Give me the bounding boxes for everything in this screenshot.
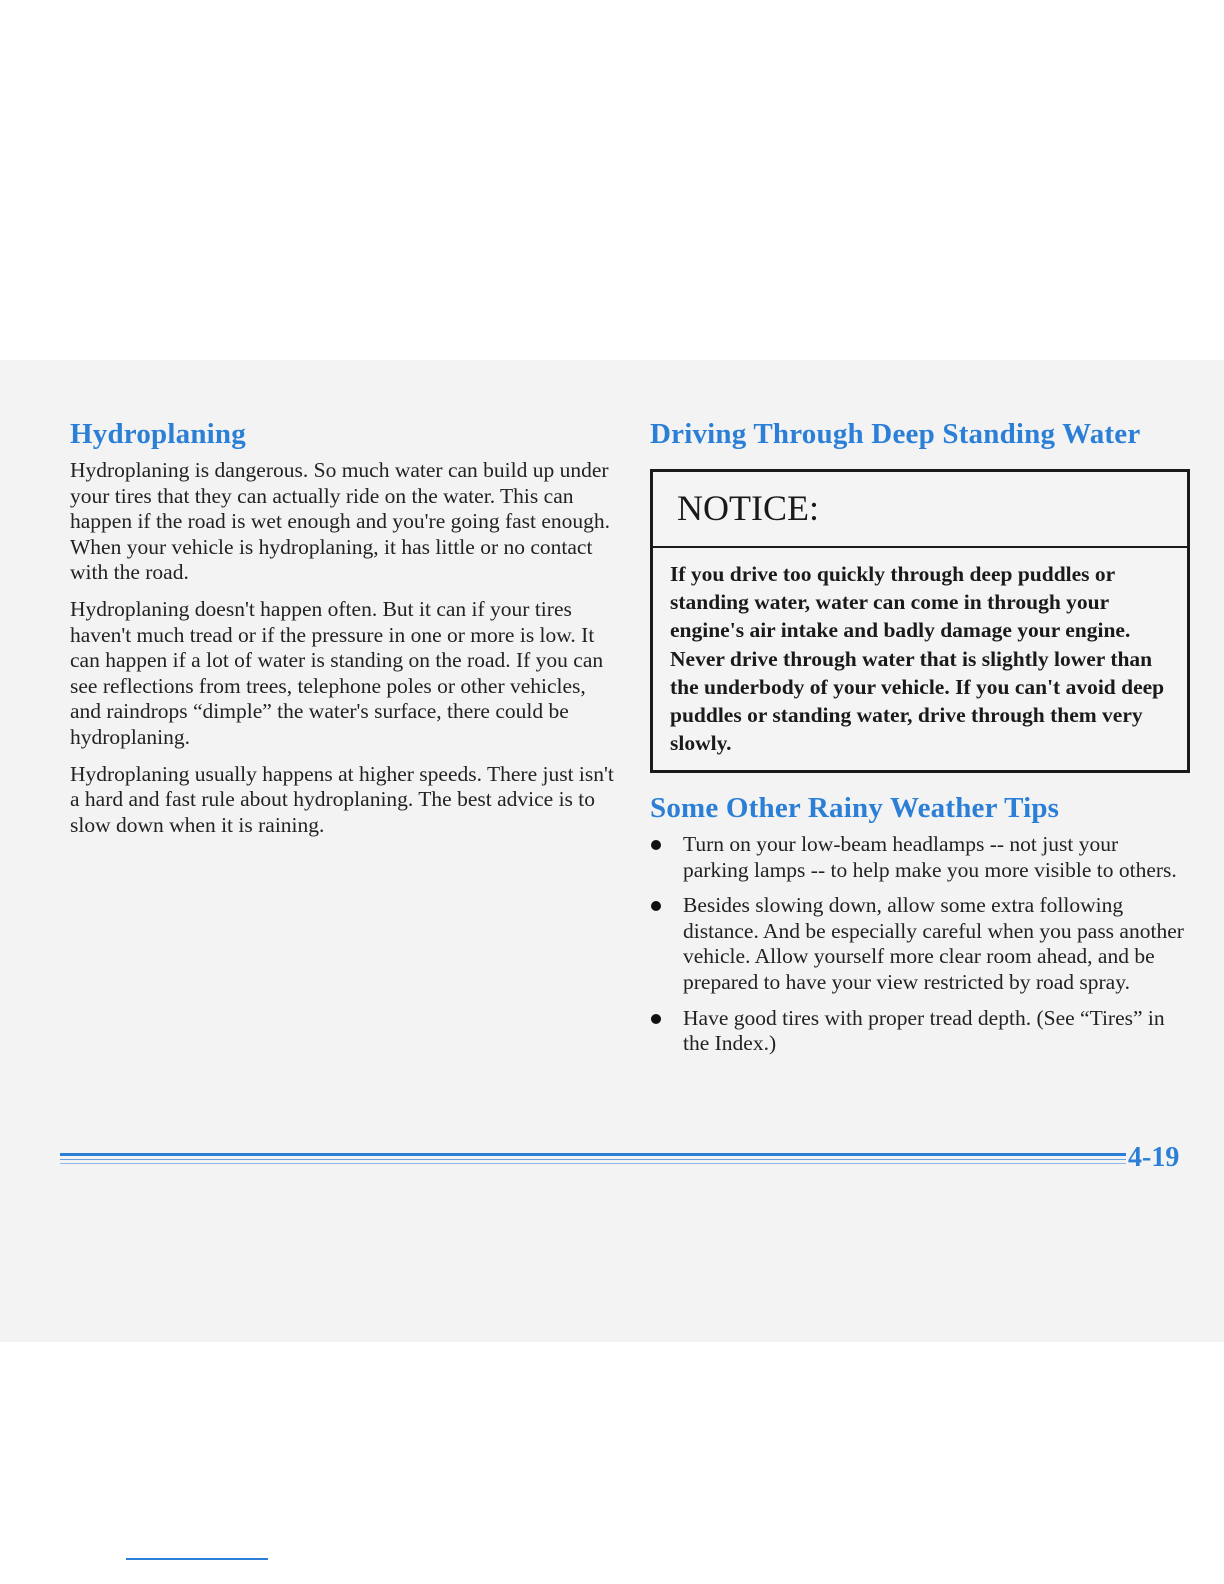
hydroplaning-heading: Hydroplaning xyxy=(70,418,246,450)
tip-item xyxy=(648,893,1188,995)
hydroplaning-paragraph-3: Hydroplaning usually happens at higher speeds. There just isn't a hard and fast rule about hydroplaning. The best advice is to slow down when it is raining. xyxy=(70,761,614,837)
bullet-icon xyxy=(651,901,661,911)
page-number: 4-19 xyxy=(1128,1142,1180,1173)
notice-title: NOTICE: xyxy=(653,472,1187,548)
tip-text: Turn on your low-beam headlamps -- not just your parking lamps -- to help make you more visible to others. xyxy=(683,832,1177,882)
notice-box xyxy=(650,469,1190,773)
bullet-icon xyxy=(651,1014,661,1024)
tip-item xyxy=(648,1006,1188,1057)
hydroplaning-paragraph-2: Hydroplaning doesn't happen often. But it can if your tires haven't much tread or if the pressure in one or more is low. It can happen if a lot of water is standing on the road. If you can see reflections from trees, telephone poles or other vehicles, and raindrops “dimple” the water's surface, there could be hydroplaning. xyxy=(70,596,604,749)
rainy-tips-heading: Some Other Rainy Weather Tips xyxy=(650,792,1060,824)
tip-text: Besides slowing down, allow some extra following distance. And be especially careful when you pass another vehicle. Allow yourself more clear room ahead, and be prepared to have your view restricted by road spray. xyxy=(683,893,1184,994)
footer-rule-line xyxy=(60,1163,1126,1164)
footer-rule-line xyxy=(60,1153,1126,1156)
rainy-tips-list xyxy=(648,832,1188,1067)
hydroplaning-paragraph-1: Hydroplaning is dangerous. So much water can build up under your tires that they can actually ride on the water. This can happen if the road is wet enough and you're going fast enough. When your vehicle is hydroplaning, it has little or no contact with the road. xyxy=(70,458,611,585)
deep-water-heading: Driving Through Deep Standing Water xyxy=(650,418,1141,450)
footer-rule xyxy=(60,1148,1126,1178)
tip-text: Have good tires with proper tread depth. (See “Tires” in the Index.) xyxy=(683,1005,1165,1056)
notice-body: If you drive too quickly through deep puddles or standing water, water can come in through your engine's air intake and badly damage your engine. Never drive through water that is slightly lower than the underbody of your vehicle. If you can't avoid deep puddles or standing water, drive through them very slowly. xyxy=(670,562,1165,756)
tip-item xyxy=(648,832,1188,883)
hydroplaning-section xyxy=(70,458,615,849)
bullet-icon xyxy=(651,840,661,850)
footer-rule-line xyxy=(60,1159,1126,1160)
bottom-link-rule xyxy=(126,1558,268,1560)
